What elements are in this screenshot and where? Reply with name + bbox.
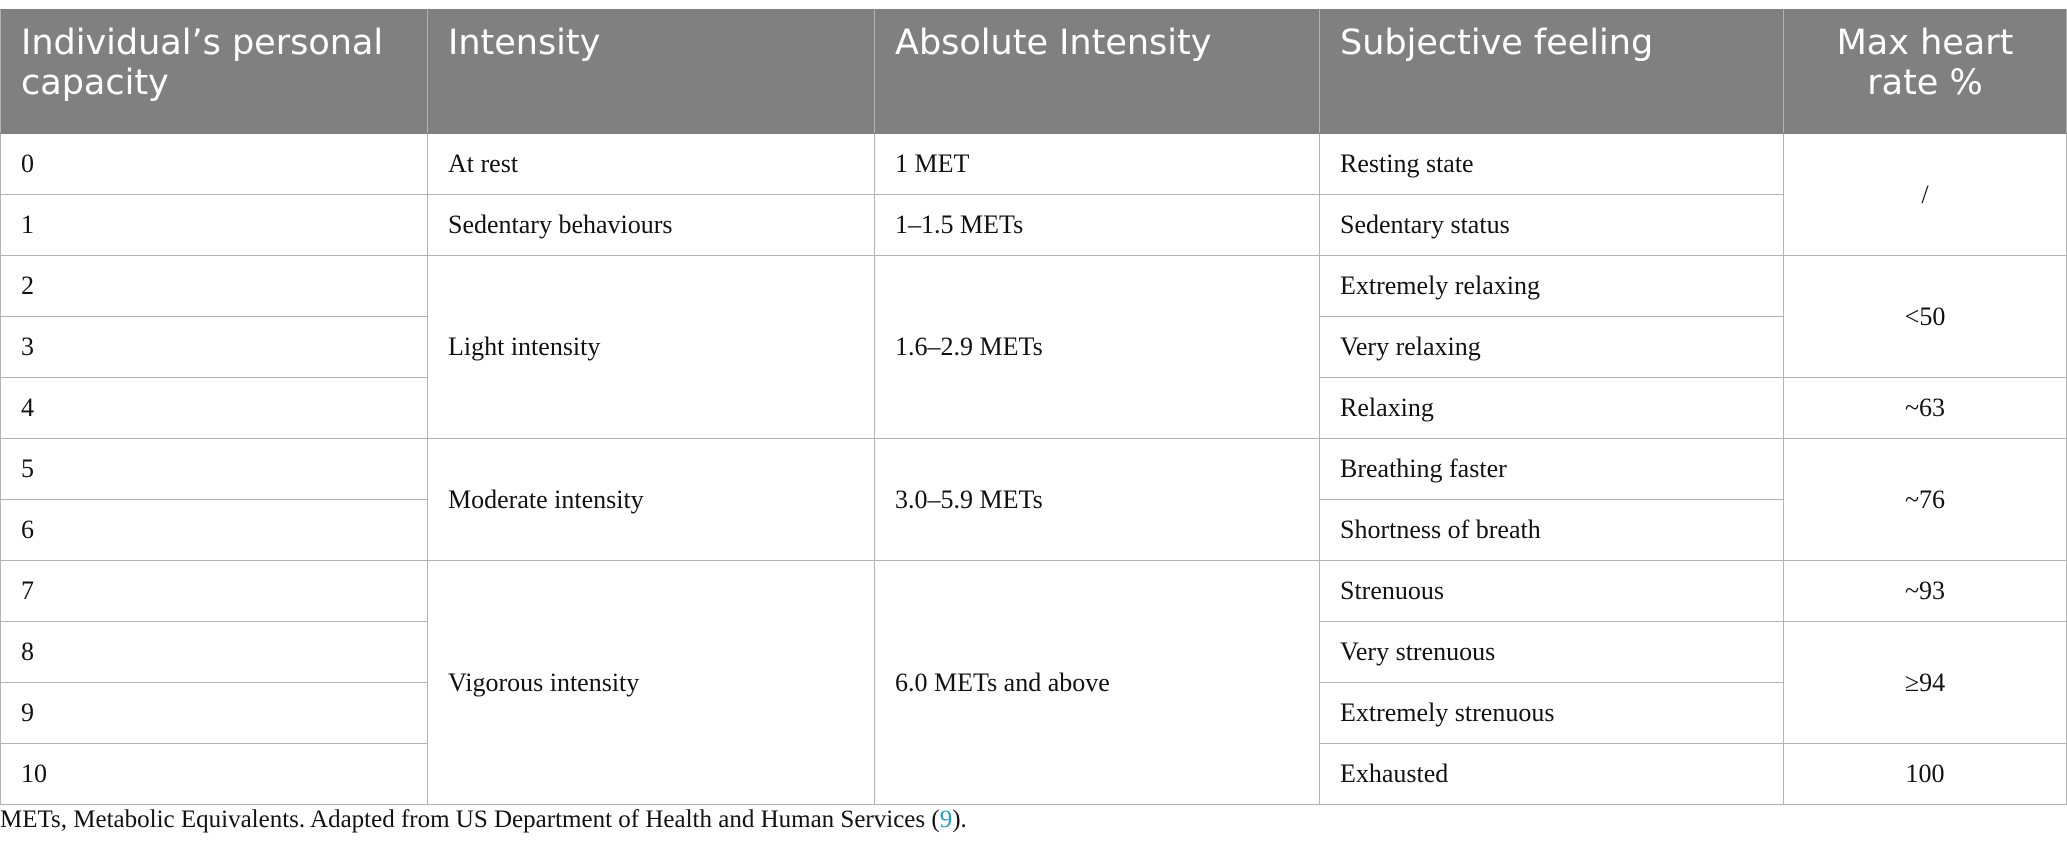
capacity-cell: 1 (1, 195, 428, 256)
table-row (1, 561, 2067, 622)
feeling-cell: Very relaxing (1320, 317, 1784, 378)
header-intensity: Intensity (428, 10, 875, 134)
capacity-cell: 0 (1, 134, 428, 195)
header-absolute-intensity: Absolute Intensity (875, 10, 1320, 134)
absolute-intensity-cell: 1 MET (875, 134, 1320, 195)
table-row (1, 134, 2067, 195)
capacity-cell: 10 (1, 744, 428, 805)
intensity-cell: Light intensity (428, 256, 875, 439)
table-row (1, 256, 2067, 317)
heart-rate-cell: <50 (1784, 256, 2067, 378)
heart-rate-cell: 100 (1784, 744, 2067, 805)
feeling-cell: Breathing faster (1320, 439, 1784, 500)
table-row (1, 195, 2067, 256)
capacity-cell: 2 (1, 256, 428, 317)
capacity-cell: 7 (1, 561, 428, 622)
intensity-cell: At rest (428, 134, 875, 195)
capacity-cell: 8 (1, 622, 428, 683)
feeling-cell: Shortness of breath (1320, 500, 1784, 561)
capacity-cell: 4 (1, 378, 428, 439)
header-row (1, 10, 2067, 134)
feeling-cell: Extremely relaxing (1320, 256, 1784, 317)
feeling-cell: Resting state (1320, 134, 1784, 195)
header-subjective-feeling: Subjective feeling (1320, 10, 1784, 134)
capacity-cell: 3 (1, 317, 428, 378)
feeling-cell: Strenuous (1320, 561, 1784, 622)
header-capacity: Individual’s personal capacity (1, 10, 428, 134)
heart-rate-cell: ≥94 (1784, 622, 2067, 744)
heart-rate-cell: ~76 (1784, 439, 2067, 561)
intensity-cell: Sedentary behaviours (428, 195, 875, 256)
table-footnote (0, 806, 967, 834)
absolute-intensity-cell: 3.0–5.9 METs (875, 439, 1320, 561)
absolute-intensity-cell: 1.6–2.9 METs (875, 256, 1320, 439)
absolute-intensity-cell: 1–1.5 METs (875, 195, 1320, 256)
capacity-cell: 9 (1, 683, 428, 744)
absolute-intensity-cell: 6.0 METs and above (875, 561, 1320, 805)
feeling-cell: Exhausted (1320, 744, 1784, 805)
capacity-cell: 6 (1, 500, 428, 561)
intensity-cell: Moderate intensity (428, 439, 875, 561)
heart-rate-cell: ~63 (1784, 378, 2067, 439)
feeling-cell: Extremely strenuous (1320, 683, 1784, 744)
feeling-cell: Sedentary status (1320, 195, 1784, 256)
footnote-end: ). (952, 806, 967, 833)
heart-rate-cell: ~93 (1784, 561, 2067, 622)
capacity-cell: 5 (1, 439, 428, 500)
table-row (1, 439, 2067, 500)
feeling-cell: Very strenuous (1320, 622, 1784, 683)
footnote-reference-link[interactable]: 9 (939, 806, 953, 833)
intensity-cell: Vigorous intensity (428, 561, 875, 805)
footnote-text: METs, Metabolic Equivalents. Adapted from US Department of Health and Human Services ( (0, 806, 940, 833)
header-max-heart-rate: Max heart rate % (1784, 10, 2067, 134)
intensity-table (0, 9, 2067, 805)
feeling-cell: Relaxing (1320, 378, 1784, 439)
heart-rate-cell: / (1784, 134, 2067, 256)
